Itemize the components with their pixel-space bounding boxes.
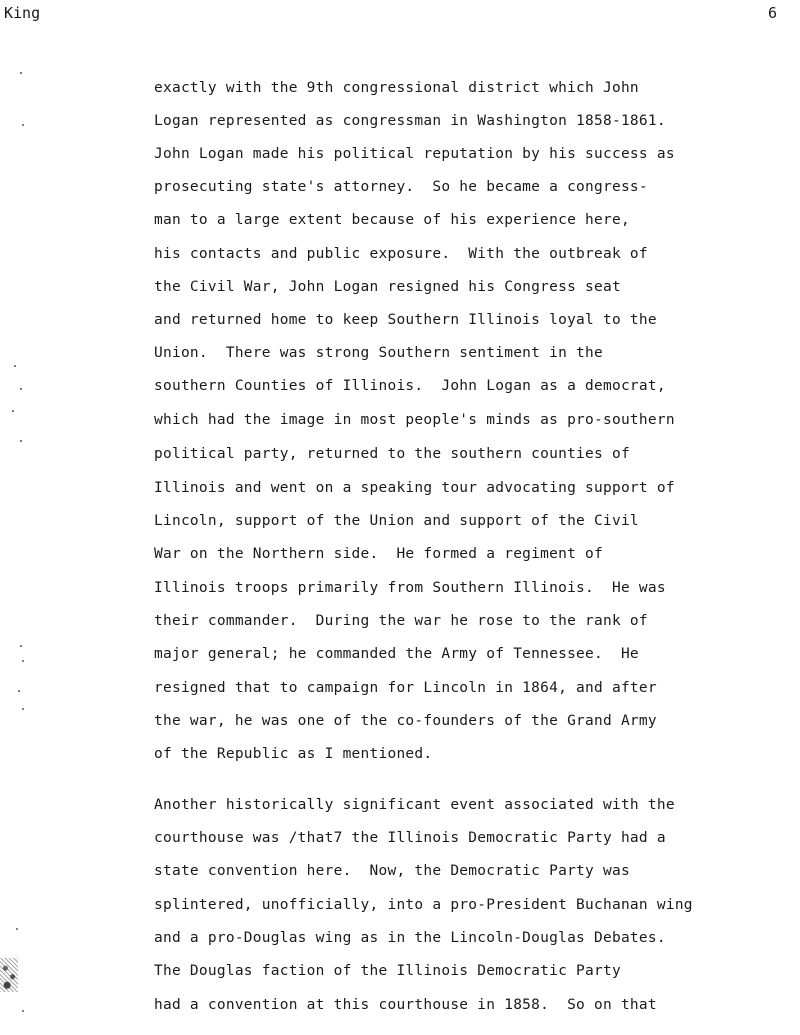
scan-speck [12, 410, 14, 412]
scan-blot [0, 958, 18, 992]
text-line: had a convention at this courthouse in 1858. So on that [154, 997, 657, 1013]
text-line: John Logan made his political reputation by his success as [154, 146, 675, 162]
text-line: courthouse was /that7 the Illinois Democratic Party had a [154, 830, 666, 846]
scan-speck [22, 1010, 24, 1012]
scan-speck [22, 708, 24, 710]
scan-speck [22, 660, 24, 662]
scan-speck [16, 928, 18, 930]
scan-speck [18, 690, 20, 692]
scan-speck [20, 645, 22, 647]
scan-speck [22, 124, 24, 126]
text-line: Lincoln, support of the Union and support of the Civil [154, 513, 639, 529]
text-line: Union. There was strong Southern sentiment in the [154, 345, 603, 361]
page-number: 6 [768, 4, 778, 22]
text-line: and returned home to keep Southern Illinois loyal to the [154, 312, 657, 328]
scan-speck [20, 440, 22, 442]
text-line: state convention here. Now, the Democratic Party was [154, 863, 630, 879]
scan-speck [20, 388, 22, 390]
text-line: exactly with the 9th congressional district which John [154, 80, 639, 96]
text-line: southern Counties of Illinois. John Logan as a democrat, [154, 378, 666, 394]
text-line: man to a large extent because of his experience here, [154, 212, 630, 228]
text-line: Logan represented as congressman in Washington 1858-1861. [154, 113, 666, 129]
text-line: major general; he commanded the Army of Tennessee. He [154, 646, 639, 662]
text-line: and a pro-Douglas wing as in the Lincoln-Douglas Debates. [154, 930, 666, 946]
text-line: resigned that to campaign for Lincoln in 1864, and after [154, 680, 657, 696]
text-line: their commander. During the war he rose to the rank of [154, 613, 648, 629]
text-line: splintered, unofficially, into a pro-President Buchanan wing [154, 897, 693, 913]
text-line: Illinois and went on a speaking tour advocating support of [154, 480, 675, 496]
text-line: which had the image in most people's minds as pro-southern [154, 412, 675, 428]
text-line: the Civil War, John Logan resigned his Congress seat [154, 279, 621, 295]
document-header-name: King [4, 4, 41, 22]
text-line: Illinois troops primarily from Southern Illinois. He was [154, 580, 666, 596]
scan-speck [20, 72, 22, 74]
text-line: the war, he was one of the co-founders of the Grand Army [154, 713, 657, 729]
text-line: his contacts and public exposure. With the outbreak of [154, 246, 648, 262]
text-line: prosecuting state's attorney. So he became a congress- [154, 179, 648, 195]
text-line: political party, returned to the southern counties of [154, 446, 630, 462]
text-line: of the Republic as I mentioned. [154, 746, 433, 762]
text-line: The Douglas faction of the Illinois Democratic Party [154, 963, 621, 979]
text-line: Another historically significant event associated with the [154, 797, 675, 813]
text-line: War on the Northern side. He formed a regiment of [154, 546, 603, 562]
scan-speck [14, 365, 16, 367]
